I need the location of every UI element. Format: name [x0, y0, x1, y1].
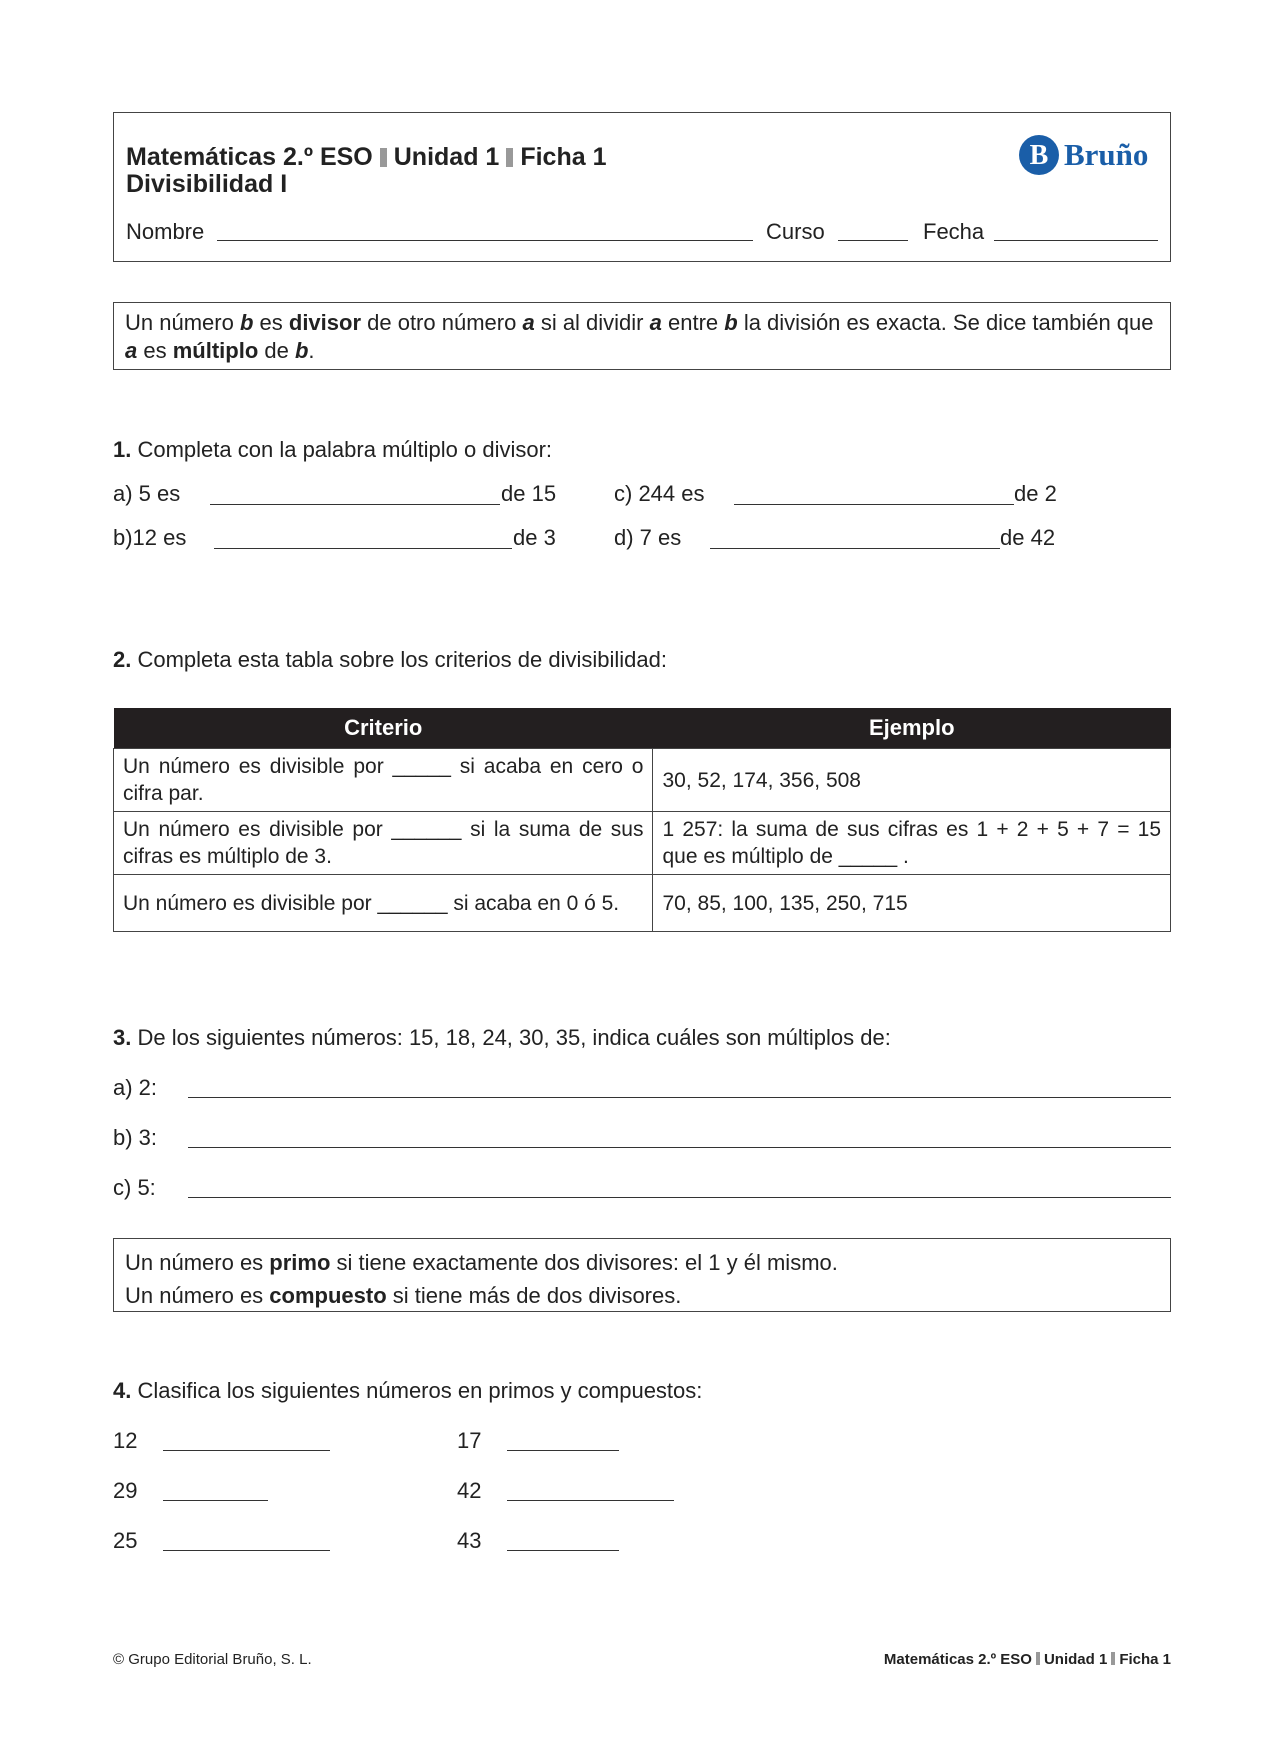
separator-bar	[1036, 1652, 1040, 1665]
course-label: Curso	[766, 219, 825, 244]
criteria-table	[113, 708, 1171, 932]
page-title: Matemáticas 2.º ESO Unidad 1 Ficha 1	[126, 143, 607, 171]
separator-bar	[506, 148, 513, 167]
page-subtitle: Divisibilidad I	[126, 170, 288, 198]
definition-text: Un número b es divisor de otro número a si al dividir a entre b la división es exacta. Se dice también que a es múltiplo de b.	[125, 310, 1154, 363]
separator-bar	[380, 148, 387, 167]
criterion-cell[interactable]: Un número es divisible por _____ si acaba en cero o cifra par.	[114, 749, 653, 812]
table-row	[114, 875, 1171, 932]
separator-bar	[1111, 1652, 1115, 1665]
name-label: Nombre	[126, 219, 205, 244]
ex1-item-b-answer[interactable]	[214, 548, 512, 549]
date-label: Fecha	[923, 219, 985, 244]
ex4-number: 29	[113, 1478, 138, 1503]
bruno-logo	[1018, 134, 1148, 176]
ex3-item-a-label: a) 2:	[113, 1075, 158, 1100]
ex4-answer[interactable]	[163, 1450, 330, 1451]
ex1-item-d-prefix: d) 7 es	[614, 525, 682, 550]
ex4-number: 17	[457, 1428, 482, 1453]
ex4-number: 43	[457, 1528, 482, 1553]
example-cell: 70, 85, 100, 135, 250, 715	[653, 875, 1171, 932]
logo-text: Bruño	[1064, 137, 1149, 172]
exercise-3-title: 3. De los siguientes números: 15, 18, 24, 30, 35, indica cuáles son múltiplos de:	[113, 1025, 891, 1050]
footer-copyright: © Grupo Editorial Bruño, S. L.	[113, 1651, 312, 1668]
prime-definition: Un número es primo si tiene exactamente dos divisores: el 1 y él mismo. Un número es compuesto si tiene más de dos divisores.	[125, 1250, 838, 1308]
exercise-1-title: 1. Completa con la palabra múltiplo o divisor:	[113, 437, 553, 462]
ex4-answer[interactable]	[507, 1500, 674, 1501]
ex4-answer[interactable]	[163, 1550, 330, 1551]
ex4-answer[interactable]	[507, 1450, 619, 1451]
exercise-4-title: 4. Clasifica los siguientes números en primos y compuestos:	[113, 1378, 703, 1403]
column-header-criterion: Criterio	[114, 708, 653, 749]
date-field[interactable]	[994, 240, 1158, 241]
ex1-item-c-answer[interactable]	[734, 504, 1014, 505]
ex1-item-a-prefix: a) 5 es	[113, 481, 181, 506]
ex1-item-a-suffix: de 15	[501, 481, 557, 506]
table-row	[114, 749, 1171, 812]
ex3-item-b-label: b) 3:	[113, 1125, 158, 1150]
ex1-item-c-prefix: c) 244 es	[614, 481, 705, 506]
ex3-item-c-label: c) 5:	[113, 1175, 156, 1200]
course-field[interactable]	[838, 240, 908, 241]
ex1-item-d-answer[interactable]	[710, 548, 1000, 549]
ex3-item-a-answer[interactable]	[188, 1097, 1171, 1098]
ex4-number: 25	[113, 1528, 138, 1553]
ex1-item-d-suffix: de 42	[1000, 525, 1056, 550]
ex3-item-c-answer[interactable]	[188, 1197, 1171, 1198]
column-header-example: Ejemplo	[653, 708, 1171, 749]
ex4-answer[interactable]	[163, 1500, 268, 1501]
example-cell: 30, 52, 174, 356, 508	[653, 749, 1171, 812]
ex4-number: 12	[113, 1428, 138, 1453]
example-cell[interactable]: 1 257: la suma de sus cifras es 1 + 2 + 5 + 7 = 15 que es múltiplo de _____ .	[653, 812, 1171, 875]
name-field[interactable]	[217, 240, 753, 241]
bruno-logo-icon	[1018, 134, 1060, 176]
footer-reference: Matemáticas 2.º ESO Unidad 1 Ficha 1	[883, 1651, 1171, 1668]
table-row	[114, 812, 1171, 875]
ex1-item-b-suffix: de 3	[513, 525, 556, 550]
criterion-cell[interactable]: Un número es divisible por ______ si la suma de sus cifras es múltiplo de 3.	[114, 812, 653, 875]
ex4-number: 42	[457, 1478, 482, 1503]
ex3-item-b-answer[interactable]	[188, 1147, 1171, 1148]
exercise-2-title: 2. Completa esta tabla sobre los criterios de divisibilidad:	[113, 647, 667, 672]
svg-text:B: B	[1029, 140, 1049, 171]
ex1-item-a-answer[interactable]	[210, 504, 500, 505]
ex4-answer[interactable]	[507, 1550, 619, 1551]
criterion-cell[interactable]: Un número es divisible por ______ si acaba en 0 ó 5.	[114, 875, 653, 932]
ex1-item-c-suffix: de 2	[1014, 481, 1057, 506]
ex1-item-b-prefix: b)12 es	[113, 525, 187, 550]
